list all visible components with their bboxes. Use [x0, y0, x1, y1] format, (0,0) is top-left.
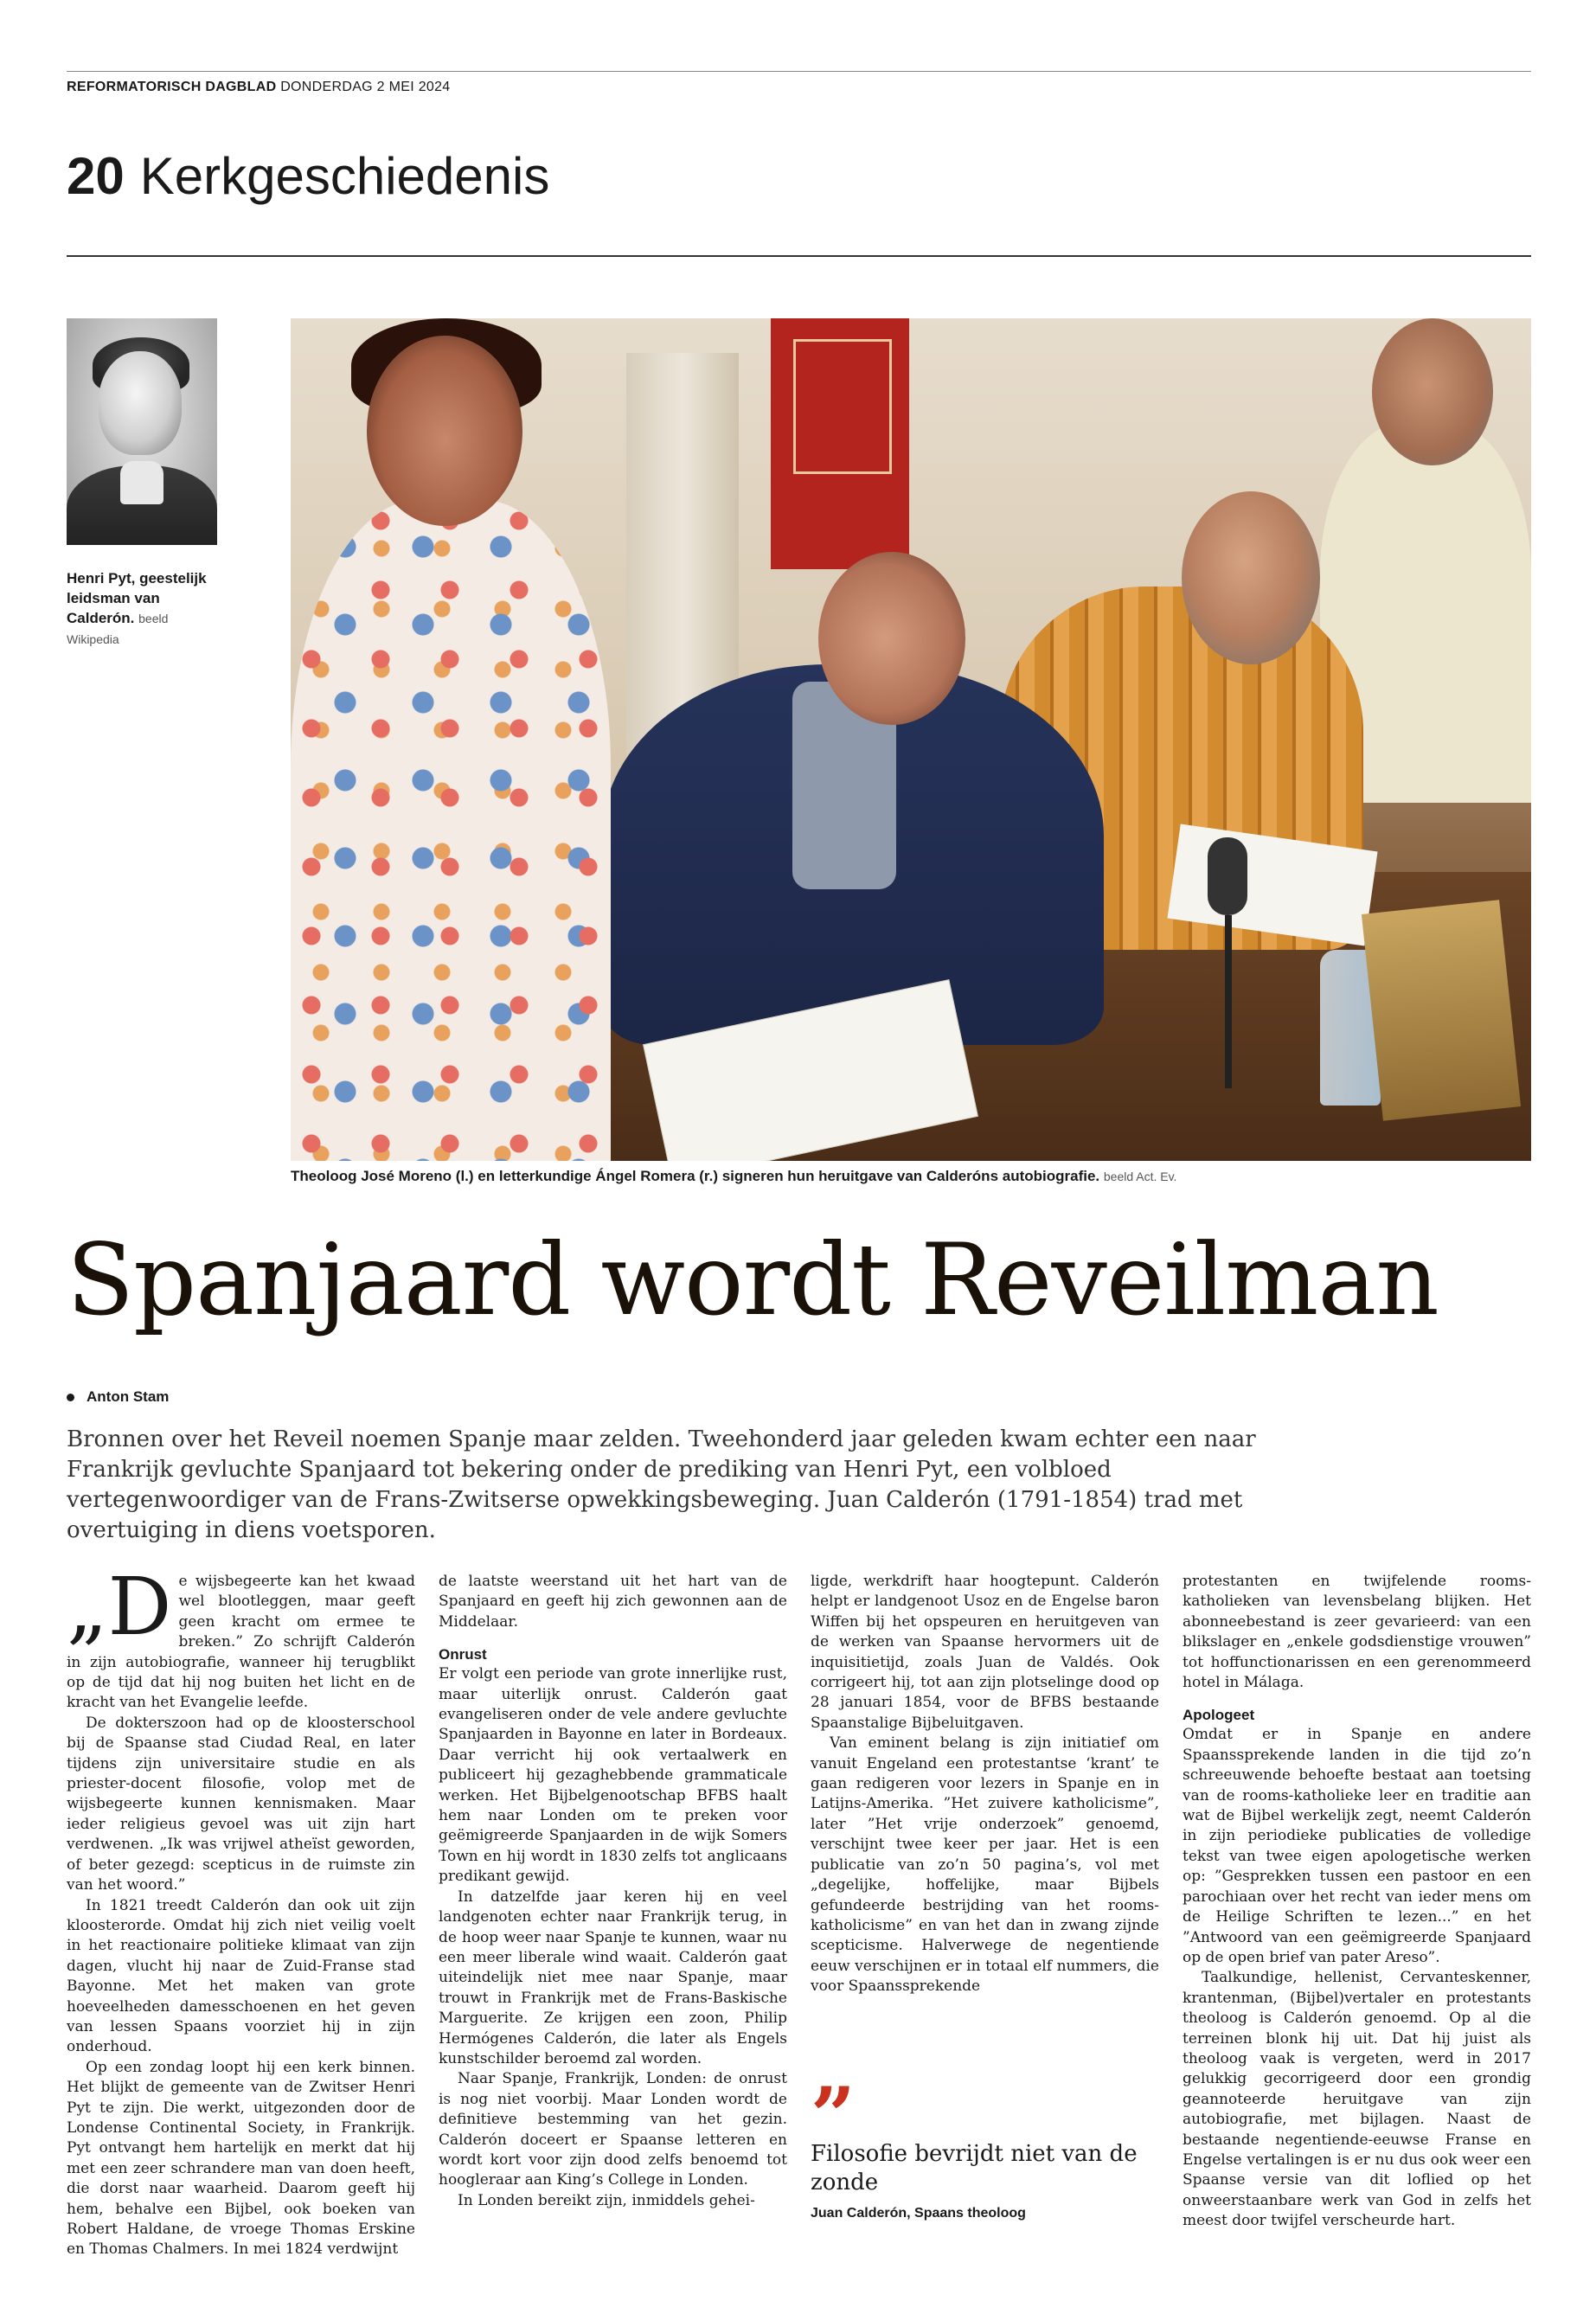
masthead [67, 80, 450, 95]
subheading: Apologeet [1183, 1707, 1255, 1724]
issue-date: DONDERDAG 2 MEI 2024 [280, 80, 451, 94]
byline [67, 1388, 169, 1406]
quote-text: Filosofie bevrijdt niet van de zonde [811, 2141, 1138, 2195]
article-intro: Bronnen over het Reveil noemen Spanje maar zelden. Tweehonderd jaar geleden kwam echter een naar Frankrijk gevluchte Spanjaard tot bekering onder de prediking van Henri Pyt, een volbloed vertegenwoordiger van de Frans-Zwitserse opwekkingsbeweging. Juan Calderón (1791-1854) trad met overtuiging in diens voetsporen. [67, 1426, 1256, 1543]
drop-cap: „D [67, 1561, 172, 1653]
paragraph: Er volgt een periode van grote innerlijke rust, maar uiterlijk onrust. Calderón gaat evangeliseren onder de vele andere gevluchte Spanjaarden in Bayonne en later in Bordeaux. Daar verricht hij ook vertaalwerk en publiceert hij gezaghebbende grammaticale werken. Het Bijbelgenootschap BFBS haalt hem naar Londen om te preken voor geëmigreerde Spanjaarden in de wijk Somers Town en hij wordt in 1830 zelfs tot anglicaans predikant gewijd. [439, 1665, 787, 1886]
main-photo [291, 318, 1531, 1161]
paragraph: Op een zondag loopt hij een kerk binnen. Het blijkt de gemeente van de Zwitser Henri Pyt te zijn. Die werkt, uitgezonden door de Londense Continental Society, in Frankrijk. Pyt ontvangt hem hartelijk en merkt dat hij met een zeer schrandere man van doen heeft, die dorst naar waarheid. Daarom geeft hij hem, behalve een Bijbel, ook boeken van Robert Haldane, de vroege Thomas Erskine en Thomas Chalmers. In mei 1824 verdwijnt [67, 2058, 415, 2259]
top-rule [67, 71, 1531, 72]
portrait-image [67, 318, 217, 545]
paragraph: „De wijsbegeerte kan het kwaad wel blootleggen, maar geeft geen kracht om ermee te breken.” Zo schrijft Calderón in zijn autobiografie, wanneer hij terugblikt op de tijd dat hij nog buiten het licht en de kracht van het Evangelie leefde. [67, 1561, 415, 1712]
quote-mark-icon: ” [811, 2070, 856, 2162]
author-name: Anton Stam [87, 1388, 170, 1405]
byline-bullet-icon [67, 1394, 74, 1401]
paragraph: ligde, werkdrift haar hoogtepunt. Calderón helpt er landgenoot Usoz en de Engelse baron Wiffen bij het opspeuren en heruitgeven van de werken van Spaanse hervormers uit de inquisitietijd, zoals Juan de Valdés. Ook corrigeert hij, tot aan zijn plotselinge dood op 28 januari 1854, voor de BFBS bestaande Spaanstalige Bijbeluitgaven. [811, 1573, 1159, 1732]
section-heading [67, 145, 549, 208]
paragraph: In 1821 treedt Calderón dan ook uit zijn kloosterorde. Omdat hij zich niet veilig voelt in het reactionaire politieke klimaat van zijn dagen, vlucht hij naar de Zuid-Franse stad Bayonne. Met het maken van grote hoeveelheden damesschoenen en het geven van lessen Spaans voorziet hij in zijn onderhoud. [67, 1896, 415, 2056]
photo-caption [291, 1167, 1531, 1186]
page-number: 20 [67, 147, 125, 205]
article-column-3 [811, 1572, 1159, 1997]
paragraph: Omdat er in Spanje en andere Spaanssprekende landen in die tijd zo’n schreeuwende behoefte bestaat aan toetsing van de rooms-katholieke leer en traditie aan wat de Bijbel werkelijk zegt, neemt Calderón in zijn periodieke publicaties de volledige tekst van twee eigen apologetische werken op: ”Gesprekken tussen een pastoor en een parochiaan over het recht van ieder mens om de Heilige Schriften te lezen...” en het ”Antwoord van een geëmigreerde Spanjaard op de open brief van pater Areso”. [1183, 1726, 1531, 1966]
pull-quote [811, 2070, 1159, 2221]
portrait-caption [67, 568, 222, 650]
paragraph: In datzelfde jaar keren hij en veel landgenoten echter naar Frankrijk terug, in de hoop weer naar Spanje te kunnen, waar nu een meer liberale wind waait. Calderón gaat uiteindelijk niet mee naar Spanje, maar trouwt in Frankrijk met de Frans-Baskische Marguerite. Ze krijgen een zoon, Philip Hermógenes Calderón, die later als Engels kunstschilder beroemd zal worden. [439, 1888, 787, 2067]
paper-name: REFORMATORISCH DAGBLAD [67, 80, 277, 94]
paragraph: protestanten en twijfelende rooms-katholieken van levensbelang blijken. Het abonneebestand is zeer gevarieerd: van een blikslager en „enkele godsdienstige vrouwen” tot hoffunctionarissen en een gerenommeerd hotel in Málaga. [1183, 1573, 1531, 1692]
quote-attribution: Juan Calderón, Spaans theoloog [811, 2206, 1026, 2221]
paragraph: de laatste weerstand uit het hart van de Spanjaard en geeft hij zich gewonnen aan de Middelaar. [439, 1573, 787, 1631]
paragraph: Taalkundige, hellenist, Cervanteskenner, krantenman, (Bijbel)vertaler en protestants theoloog is Calderón genoemd. Op al die terreinen blonk hij uit. Dat hij juist als theoloog vaak is vergeten, werd in 2017 gelukkig gecorrigeerd door een grondig geannoteerde heruitgave van zijn autobiografie, met bijlagen. Naast de bestaande negentiende-eeuwse Franse en Engelse vertalingen is er nu dus ook weer een Spaanse versie van dit loflied op het onweerstaanbare werk van God in zelfs het meest door twijfel verscheurde hart. [1183, 1969, 1531, 2230]
section-rule [67, 255, 1531, 257]
portrait-credit: beeld Wikipedia [67, 612, 169, 646]
section-title: Kerkgeschiedenis [139, 147, 550, 205]
paragraph: Naar Spanje, Frankrijk, Londen: de onrust is nog niet voorbij. Maar Londen wordt de definitieve bestemming van het gezin. Calderón doceert er Spaanse letteren en wordt kort voor zijn dood zelfs benoemd tot hoogleraar aan King’s College in Londen. [439, 2070, 787, 2189]
photo-caption-text: Theoloog José Moreno (l.) en letterkundige Ángel Romera (r.) signeren hun heruitgave van Calderóns autobiografie. [291, 1168, 1100, 1184]
paragraph: In Londen bereikt zijn, inmiddels gehei- [458, 2191, 755, 2209]
headline: Spanjaard wordt Reveilman [67, 1222, 1439, 1337]
portrait-caption-text: Henri Pyt, geestelijk leidsman van Calderón. [67, 570, 207, 626]
subheading: Onrust [439, 1646, 487, 1663]
photo-credit: beeld Act. Ev. [1103, 1170, 1177, 1183]
article-column-1 [67, 1561, 415, 2260]
article-column-4 [1183, 1572, 1531, 2232]
article-column-2 [439, 1572, 787, 2211]
paragraph: De dokterszoon had op de kloosterschool bij de Spaanse stad Ciudad Real, en later tijdens zijn universitaire studie en als priester-docent filosofie, volop met de wijsbegeerte kunnen kennismaken. Maar ieder religieus gevoel was uit zijn hart verdwenen. „Ik was vrijwel atheïst geworden, of beter gezegd: scepticus in de ruimste zin van het woord.” [67, 1714, 415, 1894]
paragraph: Van eminent belang is zijn initiatief om vanuit Engeland een protestantse ‘krant’ te gaan redigeren voor lezers in Spanje en in Latijns-Amerika. ”Het zuivere katholicisme”, later ”Het vrije onderzoek” genoemd, verschijnt twee keer per jaar. Het is een publicatie van zo’n 50 pagina’s, vol met „degelijke, hoffelijke, maar Bijbels gefundeerde bestrijding van het rooms-katholicisme” en van het dan in zwang zijnde scepticisme. Halverwege de negentiende eeuw verschijnen er in totaal elf nummers, die voor Spaanssprekende [811, 1734, 1159, 1996]
